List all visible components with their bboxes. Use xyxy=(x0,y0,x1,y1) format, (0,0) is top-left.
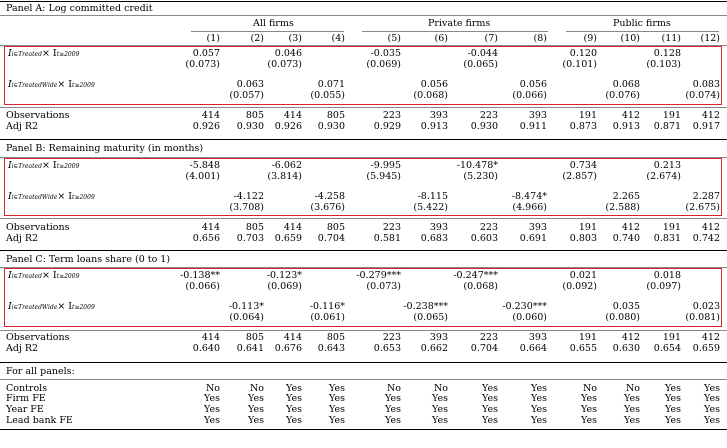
adj-r2-cell: 0.641 xyxy=(236,343,264,354)
se-cell: (0.066) xyxy=(512,90,547,101)
yearfe-cell: Yes xyxy=(286,404,302,415)
column-header: (8) xyxy=(533,33,547,44)
observations-cell: 223 xyxy=(382,222,401,233)
adj-r2-cell: 0.640 xyxy=(192,343,220,354)
se-cell: (0.074) xyxy=(685,90,720,101)
observations-label: Observations xyxy=(6,222,70,233)
column-header: (4) xyxy=(331,33,345,44)
column-header: (1) xyxy=(206,33,220,44)
coef-cell: -0.138** xyxy=(180,270,220,281)
observations-cell: 414 xyxy=(201,332,220,343)
se-cell: (0.066) xyxy=(185,281,220,292)
se-cell: (0.060) xyxy=(512,312,547,323)
controls-cell: Yes xyxy=(286,383,302,394)
observations-cell: 805 xyxy=(326,222,345,233)
var-label-treated-wide xyxy=(8,301,95,313)
time-subscript: t≥2009 xyxy=(56,163,80,170)
adj-r2-label: Adj R2 xyxy=(6,343,39,354)
group-public-firms: Public firms xyxy=(613,18,671,29)
se-cell: (5.945) xyxy=(366,171,401,182)
se-cell: (0.092) xyxy=(562,281,597,292)
firmfe-cell: Yes xyxy=(432,393,448,404)
observations-cell: 412 xyxy=(701,110,720,121)
yearfe-cell: Yes xyxy=(329,404,345,415)
yearfe-cell: Yes xyxy=(531,404,547,415)
controls-cell: No xyxy=(582,383,597,394)
coef-cell: -0.123* xyxy=(266,270,302,281)
bankfe-cell: Yes xyxy=(385,415,401,426)
se-cell: (5.422) xyxy=(413,202,448,213)
coef-cell: -9.995 xyxy=(370,160,401,171)
adj-r2-cell: 0.683 xyxy=(420,233,448,244)
bankfe-cell: Yes xyxy=(286,415,302,426)
panel-b-title: Panel B: Remaining maturity (in months) xyxy=(6,143,204,154)
var-symbol: I xyxy=(8,48,12,59)
var-symbol: I xyxy=(8,301,12,312)
coef-cell: -0.116* xyxy=(309,301,345,312)
adj-r2-cell: 0.630 xyxy=(612,343,640,354)
column-header: (6) xyxy=(434,33,448,44)
firmfe-cell: Yes xyxy=(329,393,345,404)
observations-cell: 805 xyxy=(245,110,264,121)
yearfe-cell: Yes xyxy=(248,404,264,415)
column-header: (10) xyxy=(620,33,640,44)
se-cell: (0.080) xyxy=(605,312,640,323)
yearfe-cell: Yes xyxy=(204,404,220,415)
se-cell: (0.097) xyxy=(646,281,681,292)
bankfe-cell: Yes xyxy=(531,415,547,426)
var-subscript: i∈TreatedWide xyxy=(11,82,58,89)
rule xyxy=(0,218,727,219)
yearfe-cell: Yes xyxy=(704,404,720,415)
adj-r2-cell: 0.926 xyxy=(274,121,302,132)
observations-cell: 223 xyxy=(479,222,498,233)
se-cell: (0.101) xyxy=(562,59,597,70)
controls-cell: No xyxy=(249,383,264,394)
observations-cell: 393 xyxy=(429,110,448,121)
observations-cell: 805 xyxy=(245,222,264,233)
controls-cell: No xyxy=(386,383,401,394)
panel-a-title: Panel A: Log committed credit xyxy=(6,3,153,14)
var-subscript: i∈Treated xyxy=(11,163,42,170)
var-symbol: I xyxy=(8,79,12,90)
bankfe-cell: Yes xyxy=(329,415,345,426)
yearfe-label: Year FE xyxy=(6,404,44,415)
observations-cell: 191 xyxy=(662,110,681,121)
yearfe-cell: Yes xyxy=(581,404,597,415)
coef-cell: 0.071 xyxy=(317,79,345,90)
coef-cell: 0.128 xyxy=(653,48,681,59)
se-cell: (3.708) xyxy=(229,202,264,213)
coef-cell: 2.287 xyxy=(692,191,720,202)
coef-cell: -0.044 xyxy=(467,48,498,59)
bankfe-cell: Yes xyxy=(204,415,220,426)
firmfe-cell: Yes xyxy=(624,393,640,404)
adj-r2-cell: 0.662 xyxy=(420,343,448,354)
var-label-treated xyxy=(8,48,79,60)
observations-cell: 412 xyxy=(621,222,640,233)
coef-cell: 0.018 xyxy=(653,270,681,281)
coef-cell: -5.848 xyxy=(189,160,220,171)
se-cell: (2.674) xyxy=(646,171,681,182)
controls-cell: Yes xyxy=(531,383,547,394)
se-cell: (3.814) xyxy=(267,171,302,182)
coef-cell: 0.021 xyxy=(569,270,597,281)
adj-r2-label: Adj R2 xyxy=(6,233,39,244)
coef-cell: 0.056 xyxy=(519,79,547,90)
yearfe-cell: Yes xyxy=(482,404,498,415)
group-private-firms: Private firms xyxy=(428,18,491,29)
se-cell: (0.055) xyxy=(310,90,345,101)
observations-cell: 393 xyxy=(429,332,448,343)
coef-cell: -0.230*** xyxy=(502,301,547,312)
se-cell: (4.001) xyxy=(185,171,220,182)
observations-cell: 805 xyxy=(326,332,345,343)
se-cell: (0.103) xyxy=(646,59,681,70)
se-cell: (0.065) xyxy=(413,312,448,323)
adj-r2-cell: 0.643 xyxy=(317,343,345,354)
se-cell: (0.057) xyxy=(229,90,264,101)
se-cell: (0.073) xyxy=(185,59,220,70)
se-cell: (2.857) xyxy=(562,171,597,182)
rule xyxy=(0,107,727,108)
firmfe-label: Firm FE xyxy=(6,393,46,404)
coef-cell: -0.247*** xyxy=(453,270,498,281)
bankfe-cell: Yes xyxy=(704,415,720,426)
coef-cell: 0.120 xyxy=(569,48,597,59)
observations-cell: 414 xyxy=(201,110,220,121)
observations-cell: 223 xyxy=(382,110,401,121)
se-cell: (0.073) xyxy=(267,59,302,70)
observations-cell: 412 xyxy=(621,332,640,343)
bankfe-label: Lead bank FE xyxy=(6,415,73,426)
adj-r2-cell: 0.603 xyxy=(470,233,498,244)
coef-cell: 0.068 xyxy=(612,79,640,90)
column-header: (11) xyxy=(661,33,681,44)
firmfe-cell: Yes xyxy=(248,393,264,404)
observations-cell: 223 xyxy=(479,110,498,121)
adj-r2-cell: 0.917 xyxy=(692,121,720,132)
firmfe-cell: Yes xyxy=(286,393,302,404)
observations-cell: 805 xyxy=(245,332,264,343)
coef-cell: -8.115 xyxy=(417,191,448,202)
adj-r2-cell: 0.581 xyxy=(373,233,401,244)
adj-r2-cell: 0.929 xyxy=(373,121,401,132)
se-cell: (0.081) xyxy=(685,312,720,323)
firmfe-cell: Yes xyxy=(482,393,498,404)
adj-r2-cell: 0.930 xyxy=(317,121,345,132)
adj-r2-cell: 0.655 xyxy=(569,343,597,354)
observations-cell: 191 xyxy=(662,332,681,343)
coef-cell: -0.238*** xyxy=(403,301,448,312)
controls-cell: No xyxy=(205,383,220,394)
adj-r2-cell: 0.926 xyxy=(192,121,220,132)
rule xyxy=(0,330,727,331)
coef-cell: -0.113* xyxy=(228,301,264,312)
se-cell: (0.068) xyxy=(413,90,448,101)
interaction-symbol: × I xyxy=(41,160,57,171)
se-cell: (0.069) xyxy=(366,59,401,70)
firmfe-cell: Yes xyxy=(385,393,401,404)
column-header: (7) xyxy=(484,33,498,44)
observations-cell: 414 xyxy=(201,222,220,233)
coef-cell: 2.265 xyxy=(612,191,640,202)
var-symbol: I xyxy=(8,191,12,202)
observations-cell: 191 xyxy=(662,222,681,233)
se-cell: (2.675) xyxy=(685,202,720,213)
coef-cell: -6.062 xyxy=(271,160,302,171)
time-subscript: t≥2009 xyxy=(72,82,95,89)
column-header: (2) xyxy=(250,33,264,44)
for-all-panels-title: For all panels: xyxy=(6,366,75,377)
coef-cell: 0.046 xyxy=(274,48,302,59)
se-cell: (5.230) xyxy=(463,171,498,182)
se-cell: (0.064) xyxy=(229,312,264,323)
group-underline-all xyxy=(191,31,344,32)
coef-cell: 0.063 xyxy=(236,79,264,90)
firmfe-cell: Yes xyxy=(665,393,681,404)
coef-cell: 0.083 xyxy=(692,79,720,90)
rule xyxy=(0,379,727,380)
adj-r2-cell: 0.653 xyxy=(373,343,401,354)
group-underline-private xyxy=(362,31,548,32)
time-subscript: t≥2009 xyxy=(56,51,80,58)
adj-r2-cell: 0.659 xyxy=(274,233,302,244)
column-header: (9) xyxy=(583,33,597,44)
coef-cell: 0.035 xyxy=(612,301,640,312)
bankfe-cell: Yes xyxy=(432,415,448,426)
observations-cell: 191 xyxy=(578,332,597,343)
observations-cell: 414 xyxy=(283,222,302,233)
adj-r2-cell: 0.930 xyxy=(470,121,498,132)
observations-cell: 412 xyxy=(701,332,720,343)
coef-cell: -0.035 xyxy=(370,48,401,59)
var-subscript: i∈Treated xyxy=(11,273,42,280)
rule xyxy=(0,15,727,16)
interaction-symbol: × I xyxy=(57,79,73,90)
controls-cell: No xyxy=(433,383,448,394)
adj-r2-cell: 0.742 xyxy=(692,233,720,244)
time-subscript: t≥2009 xyxy=(56,273,80,280)
coef-cell: -0.279*** xyxy=(356,270,401,281)
var-label-treated-wide xyxy=(8,191,95,203)
var-subscript: i∈TreatedWide xyxy=(11,194,58,201)
var-symbol: I xyxy=(8,160,12,171)
coef-cell: 0.056 xyxy=(420,79,448,90)
var-symbol: I xyxy=(8,270,12,281)
interaction-symbol: × I xyxy=(41,270,57,281)
firmfe-cell: Yes xyxy=(531,393,547,404)
interaction-symbol: × I xyxy=(57,191,73,202)
controls-label: Controls xyxy=(6,383,48,394)
se-cell: (0.069) xyxy=(267,281,302,292)
panel-rule xyxy=(0,250,727,251)
top-rule xyxy=(0,1,727,2)
adj-r2-cell: 0.913 xyxy=(612,121,640,132)
adj-r2-cell: 0.704 xyxy=(470,343,498,354)
adj-r2-cell: 0.704 xyxy=(317,233,345,244)
firmfe-cell: Yes xyxy=(581,393,597,404)
yearfe-cell: Yes xyxy=(385,404,401,415)
se-cell: (0.068) xyxy=(463,281,498,292)
adj-r2-cell: 0.703 xyxy=(236,233,264,244)
yearfe-cell: Yes xyxy=(665,404,681,415)
var-label-treated-wide xyxy=(8,79,95,91)
adj-r2-cell: 0.831 xyxy=(653,233,681,244)
adj-r2-cell: 0.873 xyxy=(569,121,597,132)
adj-r2-cell: 0.911 xyxy=(519,121,547,132)
bankfe-cell: Yes xyxy=(624,415,640,426)
observations-cell: 805 xyxy=(326,110,345,121)
adj-r2-cell: 0.659 xyxy=(692,343,720,354)
bottom-rule xyxy=(0,429,727,430)
group-all-firms: All firms xyxy=(253,18,294,29)
bankfe-cell: Yes xyxy=(248,415,264,426)
se-cell: (4.966) xyxy=(512,202,547,213)
se-cell: (0.076) xyxy=(605,90,640,101)
bankfe-cell: Yes xyxy=(482,415,498,426)
coef-cell: -4.258 xyxy=(314,191,345,202)
controls-cell: No xyxy=(625,383,640,394)
bankfe-cell: Yes xyxy=(581,415,597,426)
adj-r2-cell: 0.691 xyxy=(519,233,547,244)
firmfe-cell: Yes xyxy=(204,393,220,404)
adj-r2-cell: 0.656 xyxy=(192,233,220,244)
coef-cell: 0.734 xyxy=(569,160,597,171)
adj-r2-cell: 0.676 xyxy=(274,343,302,354)
bankfe-cell: Yes xyxy=(665,415,681,426)
time-subscript: t≥2009 xyxy=(72,194,95,201)
observations-label: Observations xyxy=(6,332,70,343)
observations-label: Observations xyxy=(6,110,70,121)
observations-cell: 414 xyxy=(283,110,302,121)
var-subscript: i∈Treated xyxy=(11,51,42,58)
adj-r2-cell: 0.913 xyxy=(420,121,448,132)
controls-cell: Yes xyxy=(329,383,345,394)
coef-cell: -4.122 xyxy=(233,191,264,202)
column-header: (3) xyxy=(288,33,302,44)
observations-cell: 223 xyxy=(479,332,498,343)
coef-cell: 0.213 xyxy=(653,160,681,171)
se-cell: (0.061) xyxy=(310,312,345,323)
coef-cell: 0.023 xyxy=(692,301,720,312)
group-underline-public xyxy=(566,31,719,32)
coef-cell: 0.057 xyxy=(192,48,220,59)
adj-r2-cell: 0.740 xyxy=(612,233,640,244)
adj-r2-cell: 0.803 xyxy=(569,233,597,244)
yearfe-cell: Yes xyxy=(432,404,448,415)
adj-r2-label: Adj R2 xyxy=(6,121,39,132)
var-label-treated xyxy=(8,270,79,282)
var-label-treated xyxy=(8,160,79,172)
time-subscript: t≥2009 xyxy=(72,304,95,311)
observations-cell: 223 xyxy=(382,332,401,343)
se-cell: (3.676) xyxy=(310,202,345,213)
column-header: (5) xyxy=(387,33,401,44)
yearfe-cell: Yes xyxy=(624,404,640,415)
var-subscript: i∈TreatedWide xyxy=(11,304,58,311)
interaction-symbol: × I xyxy=(57,301,73,312)
observations-cell: 393 xyxy=(528,332,547,343)
observations-cell: 393 xyxy=(528,222,547,233)
column-header: (12) xyxy=(700,33,720,44)
controls-cell: Yes xyxy=(482,383,498,394)
coef-cell: -8.474* xyxy=(511,191,547,202)
se-cell: (0.073) xyxy=(366,281,401,292)
panel-rule xyxy=(0,139,727,140)
firmfe-cell: Yes xyxy=(704,393,720,404)
panel-c-title: Panel C: Term loans share (0 to 1) xyxy=(6,254,171,265)
se-cell: (0.065) xyxy=(463,59,498,70)
observations-cell: 414 xyxy=(283,332,302,343)
observations-cell: 393 xyxy=(429,222,448,233)
observations-cell: 412 xyxy=(621,110,640,121)
observations-cell: 412 xyxy=(701,222,720,233)
adj-r2-cell: 0.664 xyxy=(519,343,547,354)
se-cell: (2.588) xyxy=(605,202,640,213)
coef-cell: -10.478* xyxy=(456,160,498,171)
adj-r2-cell: 0.930 xyxy=(236,121,264,132)
observations-cell: 191 xyxy=(578,110,597,121)
observations-cell: 393 xyxy=(528,110,547,121)
interaction-symbol: × I xyxy=(41,48,57,59)
controls-cell: Yes xyxy=(704,383,720,394)
adj-r2-cell: 0.871 xyxy=(653,121,681,132)
controls-cell: Yes xyxy=(665,383,681,394)
adj-r2-cell: 0.654 xyxy=(653,343,681,354)
observations-cell: 191 xyxy=(578,222,597,233)
panel-rule xyxy=(0,362,727,363)
